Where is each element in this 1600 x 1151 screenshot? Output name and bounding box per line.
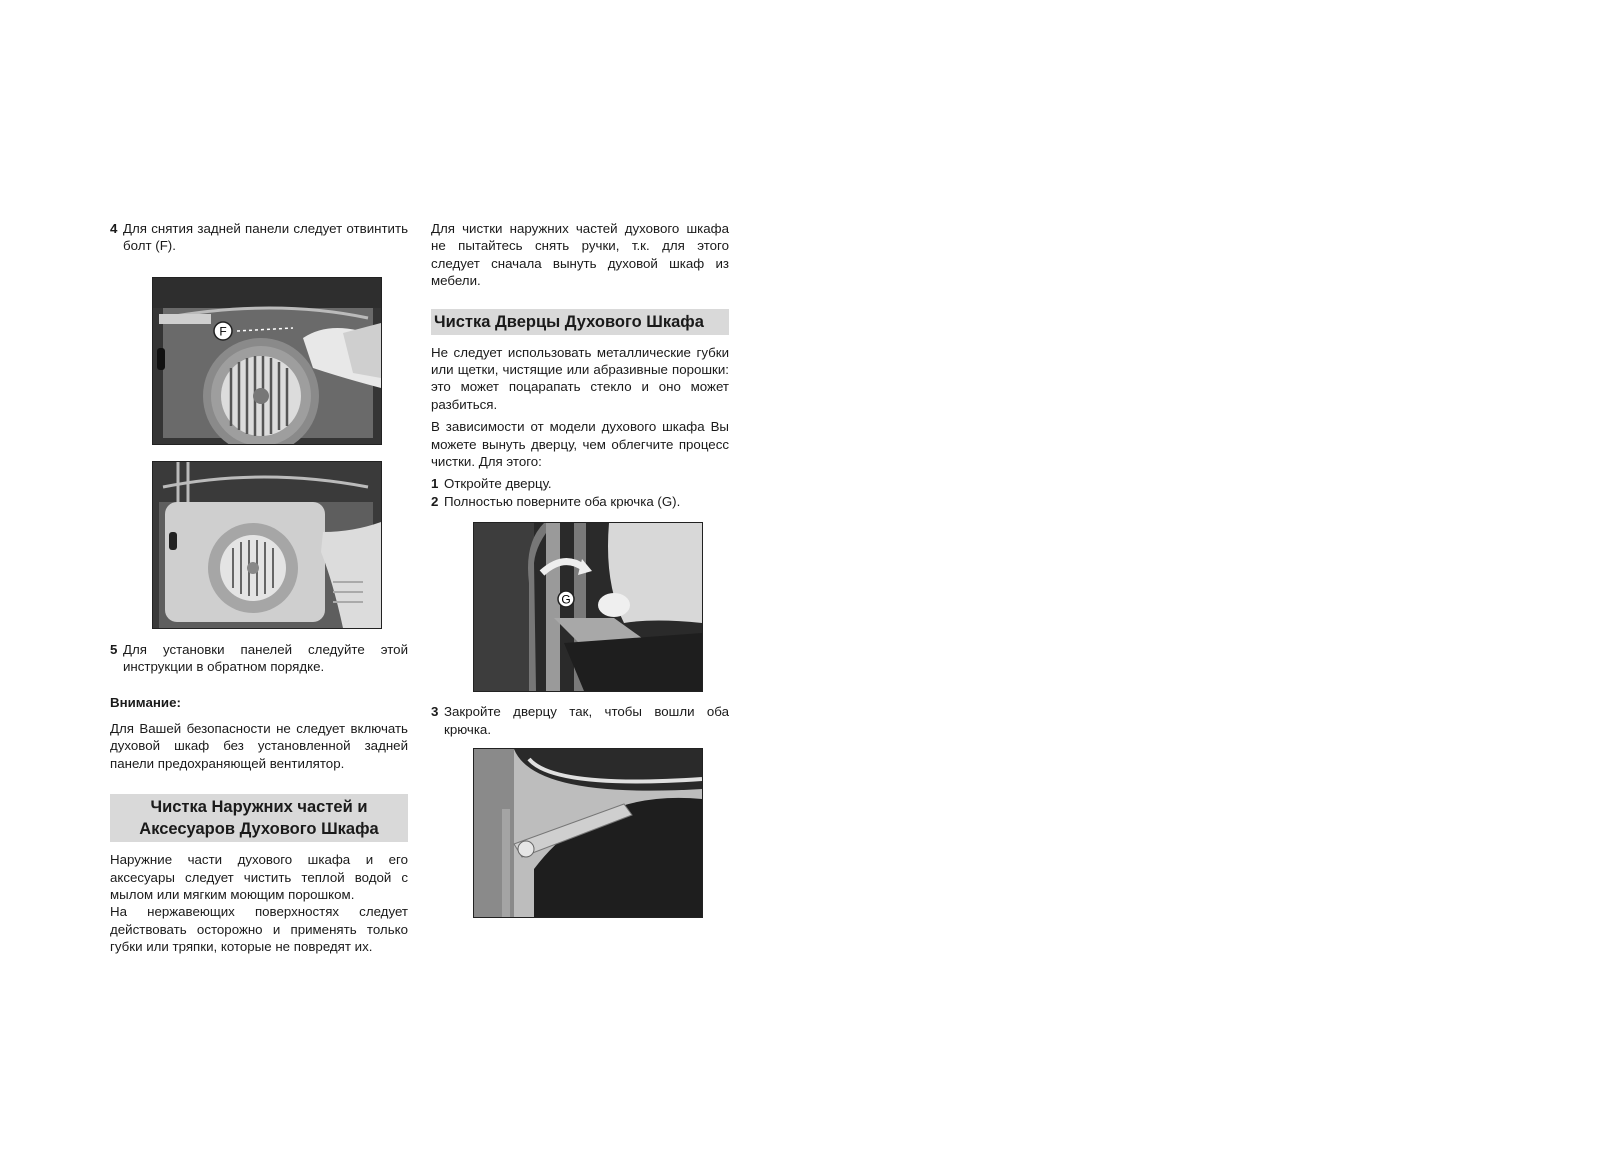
step-5 <box>110 641 408 676</box>
attention-title: Внимание: <box>110 694 181 710</box>
figure-rear-panel-removed <box>152 461 382 629</box>
door-paragraph-1: Не следует использовать металлические губки или щетки, чистящие или абразивные порошки: это может поцарапать стекло и оно может разбиться. <box>431 344 729 412</box>
door-paragraph-2: В зависимости от модели духового шкафа Вы можете вынуть дверцу, чем облегчите процесс чистки. Для этого: <box>431 419 729 470</box>
figure-door-hook <box>473 522 703 692</box>
step-1 <box>431 475 729 492</box>
figure-rear-panel-bolt <box>152 277 382 445</box>
callout-f: F <box>219 324 227 339</box>
step-text: Для снятия задней панели следует отвинтить болт (F). <box>123 221 408 254</box>
step-text: Закройте дверцу так, чтобы вошли оба крючка. <box>444 704 729 737</box>
step-number: 2 <box>431 493 439 509</box>
figure-door-closing <box>473 748 703 918</box>
right-column <box>431 220 729 918</box>
step-text: Откройте дверцу. <box>444 476 552 492</box>
oven-panel-illustration <box>153 462 381 628</box>
outer-paragraph-2: На нержавеющих поверхностях следует действовать осторожно и применять только губки или тряпки, которые не повредят их. <box>110 904 408 955</box>
step-4 <box>110 220 408 255</box>
intro-paragraph: Для чистки наружних частей духового шкафа не пытайтесь снять ручки, т.к. для этого следует сначала вынуть духовой шкаф из мебели. <box>431 221 729 289</box>
heading-outer-cleaning: Чистка Наружних частей и Аксесуаров Духового Шкафа <box>110 794 408 842</box>
step-text: Для установки панелей следуйте этой инструкции в обратном порядке. <box>123 641 408 675</box>
step-number: 1 <box>431 476 439 492</box>
step-2 <box>431 493 729 510</box>
step-3 <box>431 703 729 738</box>
attention-text: Для Вашей безопасности не следует включать духовой шкаф без установленной задней панели предохраняющей вентилятор. <box>110 721 408 771</box>
callout-g: G <box>561 592 571 607</box>
step-number: 3 <box>431 704 439 720</box>
outer-paragraph-1: Наружние части духового шкафа и его аксесуары следует чистить теплой водой с мылом или мягким моющим порошком. <box>110 852 408 903</box>
heading-door-cleaning: Чистка Дверцы Духового Шкафа <box>431 309 729 335</box>
step-number: 4 <box>110 221 118 236</box>
door-hook-illustration <box>474 523 702 691</box>
left-column <box>110 220 408 956</box>
step-number: 5 <box>110 641 118 657</box>
step-text: Полностью поверните оба крючка (G). <box>444 493 681 509</box>
door-closing-illustration <box>474 749 702 917</box>
oven-interior-illustration <box>153 278 381 444</box>
